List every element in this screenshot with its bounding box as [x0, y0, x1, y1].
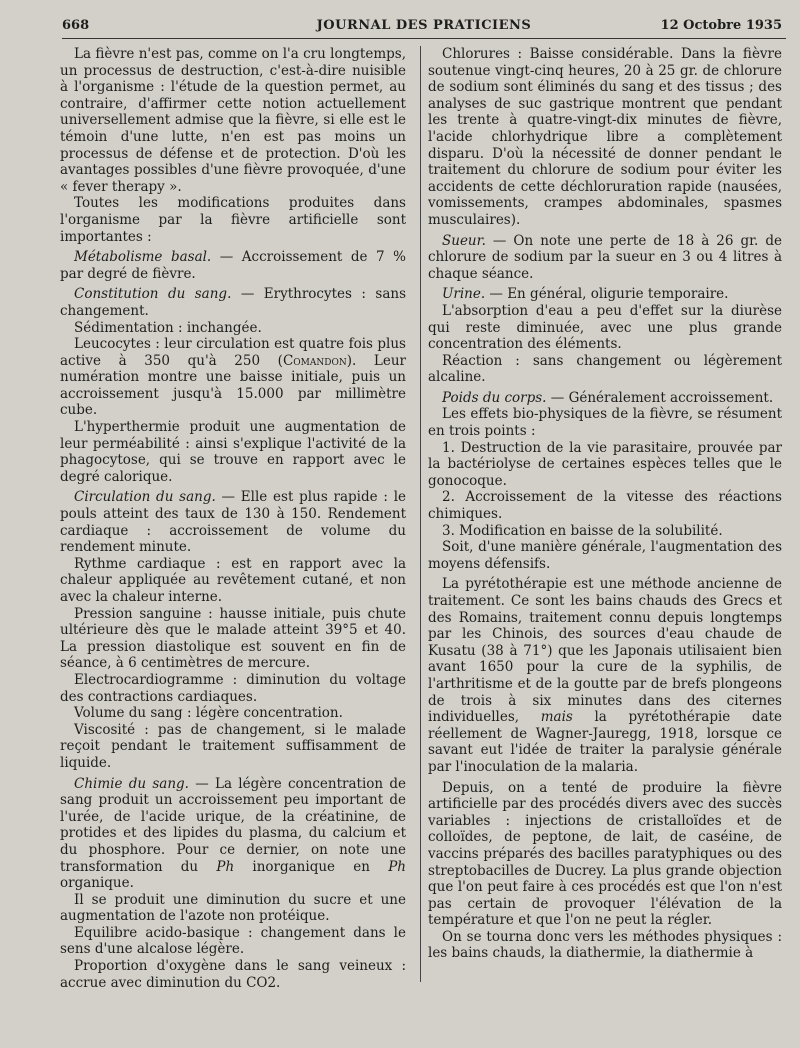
paragraph	[428, 390, 782, 407]
paragraph-text: — On note une perte de 18 à 26 gr. de chlorure de sodium par la sueur en 3 ou 4 litres à chaque séance.	[428, 232, 782, 282]
left-column	[60, 46, 406, 991]
paragraph: Volume du sang : légère concentration.	[74, 705, 343, 722]
paragraph-text: ). Leur numération montre une baisse initiale, puis un accroissement jusqu'à 15.000 par millimètre cube.	[60, 352, 407, 419]
paragraph: Toutes les modifications produites dans l'organisme par la fièvre artificielle sont importantes :	[60, 195, 406, 245]
list-item: 3. Modification en baisse de la solubilité.	[442, 522, 723, 539]
section-heading: Poids du corps.	[442, 389, 547, 406]
paragraph-text: Leucocytes : leur circulation est quatre fois plus active à 350 qu'à 250 (	[60, 336, 406, 369]
paragraph: Pression sanguine : hausse initiale, puis chute ultérieure dès que le malade atteint 39°5 et 40. La pression diastolique est souvent en fin de séance, à 6 centimètres de mercure.	[60, 605, 406, 672]
paragraph	[60, 776, 406, 892]
paragraph: Sédimentation : inchangée.	[74, 319, 262, 336]
section-heading: Urine.	[442, 286, 486, 303]
paragraph	[60, 336, 406, 419]
paragraph-text: — En général, oligurie temporaire.	[485, 286, 729, 303]
paragraph: L'hyperthermie produit une augmentation de leur perméabilité : ainsi s'explique l'activité de la phagocytose, qui se trouve en rapport avec le degré calorique.	[60, 419, 406, 485]
paragraph: On se tourna donc vers les méthodes physiques : les bains chauds, la diathermie, la diathermie à	[428, 928, 782, 962]
issue-date: 12 Octobre 1935	[660, 18, 782, 33]
paragraph-text: organique.	[60, 875, 134, 892]
paragraph: Electrocardiogramme : diminution du voltage des contractions cardiaques.	[60, 671, 406, 705]
paragraph: L'absorption d'eau a peu d'effet sur la diurèse qui reste diminuée, avec une plus grande concentration des éléments.	[428, 302, 782, 353]
paragraph-text: La pyrétothérapie est une méthode ancienne de traitement. Ce sont les bains chauds des Grecs et des Romains, traitement connu depuis longtemps par les Chinois, des sources d'eau chaude de Kusatu (38 à 71°) que les Japonais utilisaient bien avant 1650 pour la cure de la syphilis, de l'arthritisme et de la goutte par de brefs plongeons de trois à six minutes dans des citernes individuelles,	[428, 576, 782, 726]
paragraph	[428, 286, 782, 303]
paragraph	[60, 286, 406, 319]
paragraph	[60, 489, 406, 555]
paragraph-text: — Généralement accroissement.	[546, 389, 774, 406]
ph-term: Ph	[216, 858, 235, 875]
header-rule	[62, 38, 786, 39]
paragraph-text: la pyrétothérapie date réellement de Wagner-Jauregg, 1918, lorsque ce savant eut l'idée de traiter la paralysie générale par l'inoculation de la malaria.	[428, 709, 782, 775]
paragraph: Equilibre acido-basique : changement dans le sens d'une alcalose légère.	[60, 924, 406, 958]
section-heading: Chimie du sang.	[74, 775, 189, 792]
page-header	[62, 14, 786, 38]
paragraph: Chlorures : Baisse considérable. Dans la fièvre soutenue vingt-cinq heures, 20 à 25 gr. de chlorure de sodium sont éliminés du sang et des tissus ; des analyses de suc gastrique montrent que pendant les trente à quatre-vingt-dix minutes de fièvre, l'acide chlorhydrique libre a complètement disparu. D'où la nécessité de donner pendant le traitement du chlorure de sodium pour éviter les accidents de cette déchloruration rapide (nausées, vomissements, crampes abdominales, spasmes musculaires).	[428, 46, 782, 228]
paragraph: Proportion d'oxygène dans le sang veineux : accrue avec diminution du CO2.	[60, 958, 406, 991]
ph-term: Ph	[388, 858, 406, 875]
paragraph-text: — Elle est plus rapide : le pouls atteint des taux de 130 à 150. Rendement cardiaque : accroissement de volume du rendement minute.	[60, 489, 406, 556]
paragraph: Les effets bio-physiques de la fièvre, se résument en trois points :	[428, 406, 782, 440]
paragraph: Soit, d'une manière générale, l'augmentation des moyens défensifs.	[428, 539, 782, 572]
paragraph: Viscosité : pas de changement, si le malade reçoit pendant le traitement suffisamment de liquide.	[60, 721, 406, 771]
journal-title: JOURNAL DES PRATICIENS	[316, 18, 532, 33]
list-item: 2. Accroissement de la vitesse des réactions chimiques.	[428, 489, 782, 523]
right-column	[428, 46, 782, 962]
paragraph-text: — La légère concentration de sang produit un accroissement peu important de l'urée, de l'acide urique, de la créatinine, de protides et des lipides du plasma, du calcium et du phosphore. Pour ce dernier, on note une transformation du	[60, 775, 406, 875]
paragraph-text: — Accroissement de 7 % par degré de fièvre.	[60, 249, 407, 282]
page-number: 668	[62, 18, 90, 33]
list-item: 1. Destruction de la vie parasitaire, prouvée par la bactériolyse de certaines espèces telles que le gonocoque.	[428, 439, 782, 489]
paragraph: Depuis, on a tenté de produire la fièvre artificielle par des procédés divers avec des succès variables : injections de cristalloïdes et de colloïdes, de peptone, de lait, de caséine, de vaccins préparés des bacilles paratyphiques ou des streptobacilles de Ducrey. La plus grande objection que l'on peut faire à ces procédés est que l'on n'est pas certain de provoquer l'élévation de la température et que l'on ne peut la régler.	[428, 779, 782, 929]
paragraph-text: — Erythrocytes : sans changement.	[60, 286, 406, 319]
paragraph	[428, 233, 782, 283]
paragraph: La fièvre n'est pas, comme on l'a cru longtemps, un processus de destruction, c'est-à-dire nuisible à l'organisme : l'étude de la question permet, au contraire, d'affirmer cette notion actuellement universellement admise que la fièvre, si elle est le témoin d'une lutte, n'en est pas moins un processus de défense et de protection. D'où les avantages possibles d'une fièvre provoquée, d'une « fever therapy ».	[60, 46, 406, 195]
paragraph	[428, 576, 782, 775]
column-divider	[420, 46, 421, 982]
paragraph: Il se produit une diminution du sucre et une augmentation de l'azote non protéique.	[60, 891, 406, 925]
emphasis: mais	[540, 709, 573, 726]
author-name: Comandon	[282, 352, 347, 369]
section-heading: Circulation du sang.	[74, 489, 216, 506]
section-heading: Constitution du sang.	[74, 286, 232, 303]
paragraph	[60, 249, 406, 282]
section-heading: Sueur.	[442, 232, 486, 249]
section-heading: Métabolisme basal.	[74, 249, 212, 266]
paragraph: Réaction : sans changement ou légèrement alcaline.	[428, 352, 782, 386]
paragraph: Rythme cardiaque : est en rapport avec la chaleur appliquée au revêtement cutané, et non avec la chaleur interne.	[60, 555, 406, 605]
paragraph-text: inorganique en	[234, 858, 389, 875]
